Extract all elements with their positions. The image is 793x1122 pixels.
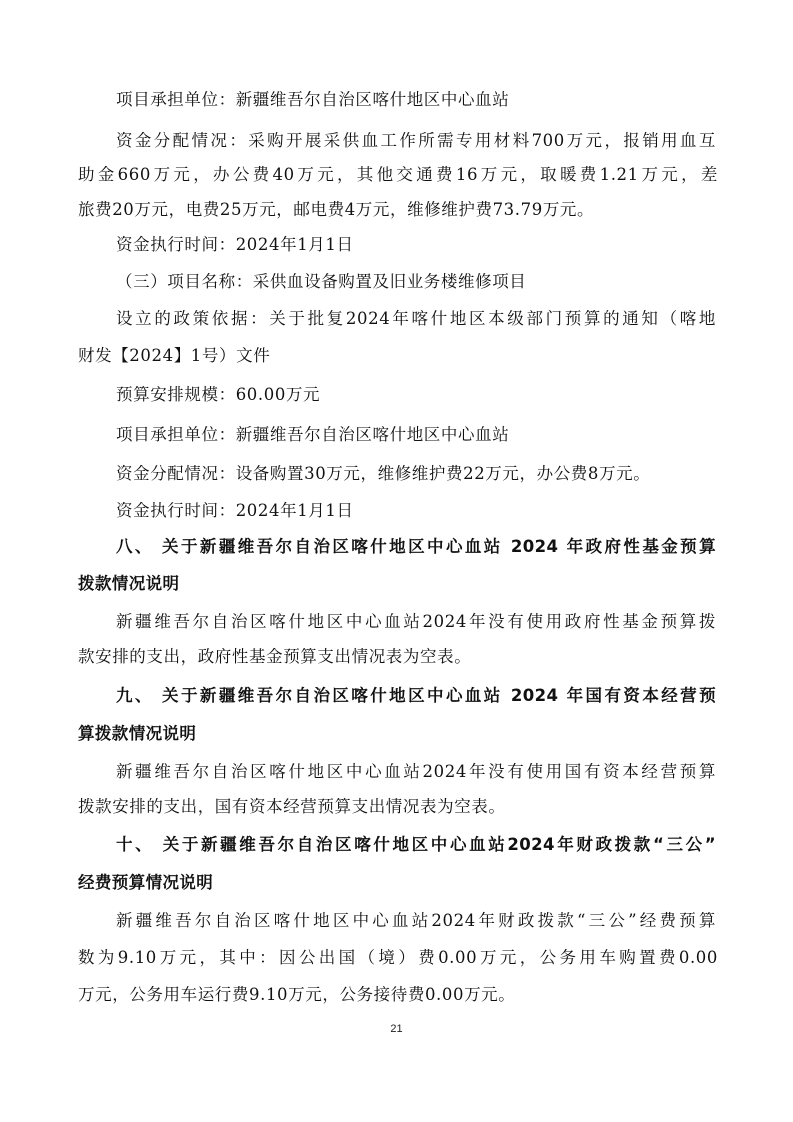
paragraph-line: 资金执行时间：2024年1月1日: [116, 235, 354, 254]
section-subtitle: （三）项目名称：采供血设备购置及旧业务楼维修项目: [116, 272, 527, 291]
paragraph-line: 旅费20万元，电费25万元，邮电费4万元，维修维护费73.79万元。: [78, 200, 595, 219]
page-number: 21: [390, 1023, 403, 1035]
paragraph-line: 资金执行时间：2024年1月1日: [116, 501, 354, 520]
paragraph-line: 新疆维吾尔自治区喀什地区中心血站2024年没有使用国有资本经营预算: [116, 762, 716, 781]
paragraph-line: 设立的政策依据：关于批复2024年喀什地区本级部门预算的通知（喀地: [116, 309, 716, 328]
section-heading-8-cont: 拨款情况说明: [78, 574, 180, 593]
section-heading-10-cont: 经费预算情况说明: [78, 873, 214, 892]
section-heading-9-cont: 算拨款情况说明: [78, 724, 197, 743]
paragraph-line: 资金分配情况：设备购置30万元，维修维护费22万元，办公费8万元。: [116, 464, 651, 483]
paragraph-line: 数为9.10万元，其中：因公出国（境）费0.00万元，公务用车购置费0.00: [78, 948, 718, 967]
paragraph-line: 预算安排规模：60.00万元: [116, 385, 321, 404]
paragraph-line: 助金660万元，办公费40万元，其他交通费16万元，取暖费1.21万元，差: [78, 165, 718, 184]
section-heading-10: 十、 关于新疆维吾尔自治区喀什地区中心血站2024年财政拨款“三公”: [116, 835, 716, 854]
paragraph-line: 资金分配情况：采购开展采供血工作所需专用材料700万元，报销用血互: [116, 131, 716, 150]
paragraph-line: 拨款安排的支出，国有资本经营预算支出情况表为空表。: [78, 797, 506, 816]
paragraph-line: 财发【2024】1号）文件: [78, 346, 271, 365]
section-heading-9: 九、 关于新疆维吾尔自治区喀什地区中心血站 2024 年国有资本经营预: [116, 686, 716, 705]
paragraph-line: 项目承担单位：新疆维吾尔自治区喀什地区中心血站: [116, 90, 510, 109]
paragraph-line: 项目承担单位：新疆维吾尔自治区喀什地区中心血站: [116, 425, 510, 444]
paragraph-line: 款安排的支出，政府性基金预算支出情况表为空表。: [78, 647, 472, 666]
paragraph-line: 新疆维吾尔自治区喀什地区中心血站2024年没有使用政府性基金预算拨: [116, 612, 716, 631]
paragraph-line: 新疆维吾尔自治区喀什地区中心血站2024年财政拨款“三公”经费预算: [116, 911, 716, 930]
section-heading-8: 八、 关于新疆维吾尔自治区喀什地区中心血站 2024 年政府性基金预算: [116, 537, 716, 556]
paragraph-line: 万元，公务用车运行费9.10万元，公务接待费0.00万元。: [78, 985, 516, 1004]
